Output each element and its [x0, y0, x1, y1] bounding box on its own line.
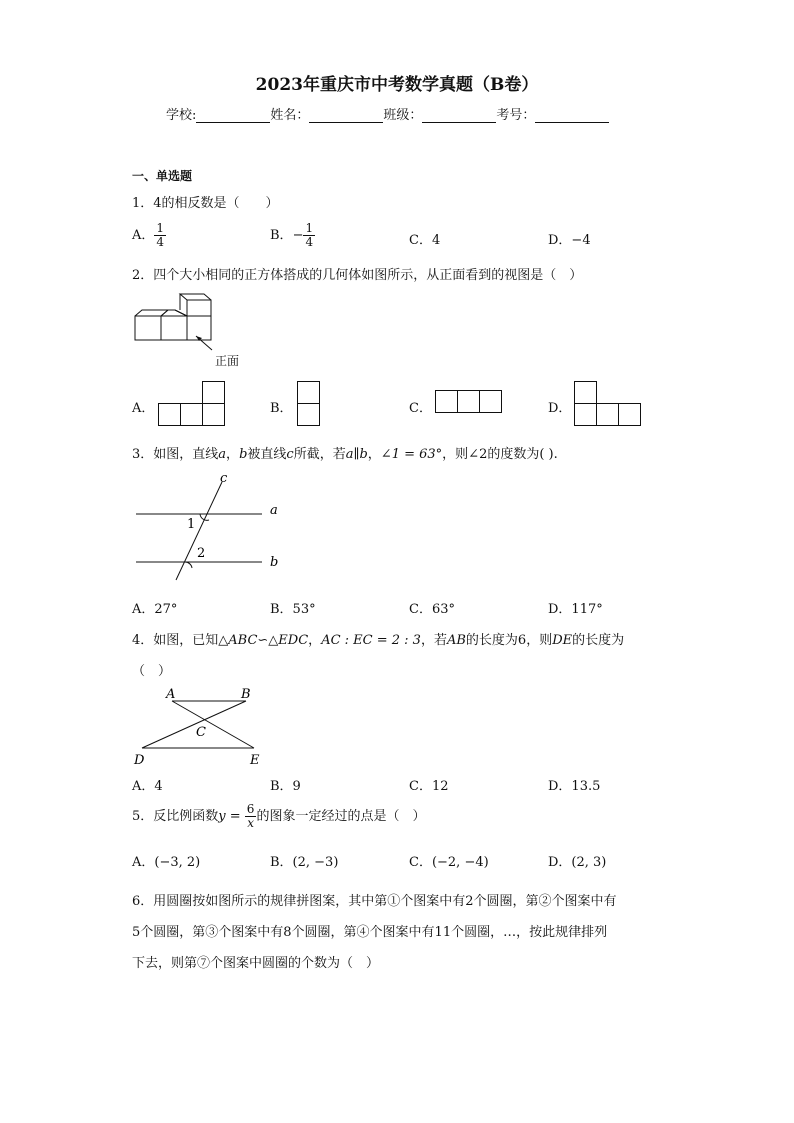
q4-stem: [132, 629, 624, 648]
ratio: AC : EC = 2 : 3: [321, 633, 421, 648]
segment-de: DE: [552, 633, 573, 648]
option-label: A．: [132, 228, 155, 243]
section-heading: 一、单选题: [132, 169, 193, 183]
q5-option-c[interactable]: C．(−2, −4): [409, 855, 489, 870]
id-blank[interactable]: [535, 109, 609, 123]
q5-option-d[interactable]: D．(2, 3): [548, 855, 607, 870]
school-label: 学校:: [166, 108, 197, 123]
similarity: △ABC∽△EDC: [218, 633, 309, 648]
label-b: b: [270, 555, 279, 570]
stem-text: 的长度为6，则: [465, 633, 553, 648]
fraction: [245, 803, 257, 830]
q3-option-c[interactable]: C．63°: [409, 602, 455, 617]
q2-option-a-label[interactable]: A．: [132, 401, 155, 416]
q6-stem-line1: 6．用圆圈按如图所示的规律拼图案，其中第①个图案中有2个圆圈，第②个图案中有: [132, 894, 617, 909]
var-c: c: [286, 447, 294, 462]
numerator: 1: [305, 221, 314, 235]
q3-option-a[interactable]: A．27°: [132, 602, 178, 617]
q2-option-c-figure[interactable]: [435, 390, 505, 416]
var-b: b: [239, 447, 248, 462]
segment-ab: AB: [446, 633, 466, 648]
stem-text: 的长度为: [572, 633, 625, 648]
q4-option-d[interactable]: D．13.5: [548, 779, 601, 794]
q5-option-b[interactable]: B．(2, −3): [270, 855, 339, 870]
q3-figure: [130, 468, 290, 586]
school-blank[interactable]: [196, 109, 270, 123]
stem-text: ，则∠2的度数为( ).: [442, 447, 558, 462]
fraction: [154, 222, 166, 249]
angle-condition: ∠1 = 63°: [380, 447, 443, 462]
numerator: 1: [156, 221, 165, 235]
q2-option-d-label[interactable]: D．: [548, 401, 572, 416]
stem-text: 4．如图，已知: [132, 633, 219, 648]
label-C: C: [196, 725, 206, 740]
stem-text: 的图象一定经过的点是（ ）: [256, 809, 426, 824]
label-a: a: [270, 503, 278, 518]
function-lhs: y =: [218, 809, 241, 824]
q4-figure: [130, 684, 270, 768]
q4-option-b[interactable]: B．9: [270, 779, 301, 794]
label-angle-1: 1: [187, 517, 196, 532]
var-a: a: [218, 447, 227, 462]
class-label: 班级：: [383, 108, 423, 123]
stem-text: 3．如图，直线: [132, 447, 219, 462]
label-c: c: [220, 471, 228, 486]
numerator: 6: [246, 802, 255, 816]
q1-option-d[interactable]: D．−4: [548, 233, 591, 248]
stem-text: ，: [308, 633, 322, 648]
stem-text: ，若: [420, 633, 447, 648]
q6-stem-line3: 下去，则第⑦个图案中圆圈的个数为（ ）: [132, 956, 380, 971]
fraction: [303, 222, 315, 249]
label-D: D: [134, 753, 145, 768]
q3-option-d[interactable]: D．117°: [548, 602, 603, 617]
stem-text: ，: [226, 447, 240, 462]
id-label: 考号：: [496, 108, 536, 123]
option-label: B．: [270, 228, 293, 243]
stem-text: 5．反比例函数: [132, 809, 219, 824]
q4-option-a[interactable]: A．4: [132, 779, 163, 794]
denominator: 4: [305, 235, 314, 249]
q2-option-a-figure[interactable]: [158, 381, 228, 427]
q2-solid-figure: [130, 290, 260, 370]
q5-option-a[interactable]: A．(−3, 2): [132, 855, 201, 870]
stem-text: 所截，若: [293, 447, 346, 462]
label-A: A: [166, 687, 176, 702]
denominator: 4: [156, 235, 165, 249]
label-angle-2: 2: [197, 546, 206, 561]
q6-stem-line2: 5个圆圈，第③个图案中有8个圆圈，第④个图案中有11个圆圈，…，按此规律排列: [132, 925, 608, 940]
stem-text: ，: [367, 447, 381, 462]
stem-text: 被直线: [247, 447, 287, 462]
q2-option-d-figure[interactable]: [574, 381, 644, 427]
parallel-condition: a∥b: [345, 447, 368, 462]
q2-option-b-figure[interactable]: [297, 381, 323, 427]
student-info-line: [166, 104, 609, 123]
q1-stem: 1．4的相反数是（ ）: [132, 196, 279, 211]
q2-option-b-label[interactable]: B．: [270, 401, 293, 416]
name-label: 姓名：: [270, 108, 310, 123]
q5-stem: [132, 803, 425, 830]
q3-option-b[interactable]: B．53°: [270, 602, 316, 617]
q4-stem-line2: （ ）: [132, 664, 172, 679]
front-label: 正面: [215, 354, 240, 368]
q3-stem: [132, 443, 558, 462]
label-B: B: [241, 687, 251, 702]
denominator: x: [247, 816, 254, 830]
minus-sign: −: [292, 228, 304, 243]
label-E: E: [250, 753, 260, 768]
q1-option-a[interactable]: [132, 222, 166, 249]
q2-stem: 2．四个大小相同的正方体搭成的几何体如图所示，从正面看到的视图是（ ）: [132, 268, 583, 283]
page-title: 2023年重庆市中考数学真题（B卷）: [255, 75, 539, 95]
q1-option-b[interactable]: [270, 222, 315, 249]
q1-option-c[interactable]: C．4: [409, 233, 441, 248]
name-blank[interactable]: [309, 109, 383, 123]
q2-option-c-label[interactable]: C．: [409, 401, 432, 416]
q4-option-c[interactable]: C．12: [409, 779, 449, 794]
class-blank[interactable]: [422, 109, 496, 123]
